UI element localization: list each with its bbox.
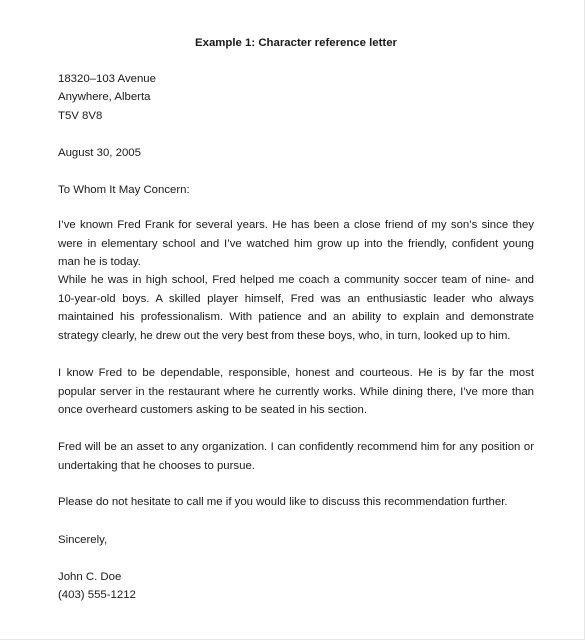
- paragraph-5: Please do not hesitate to call me if you would like to discuss this recommendation further.: [58, 496, 508, 508]
- address-city: Anywhere, Alberta: [58, 91, 151, 103]
- document-title: Example 1: Character reference letter: [195, 37, 397, 49]
- paragraph-2: While he was in high school, Fred helped me coach a community soccer team of nine- and 10-year-old boys. A skilled player himself, Fred was an enthusiastic leader who always maintained his professionalism. With patience and an ability to explain and demonstrate strategy clearly, he drew out the very best from these boys, who, in turn, looked up to him.: [58, 274, 534, 342]
- address-street: 18320–103 Avenue: [58, 73, 156, 85]
- signer-phone: (403) 555-1212: [58, 589, 136, 601]
- address-postal: T5V 8V8: [58, 110, 103, 122]
- paragraph-3: I know Fred to be dependable, responsible, honest and courteous. He is by far the most popular server in the restaurant where he currently works. While dining there, I’ve more than once overheard customers asking to be seated in his section.: [58, 367, 534, 416]
- paragraph-1: I’ve known Fred Frank for several years. He has been a close friend of my son’s since they were in elementary school and I’ve watched him grow up into the friendly, confident young man he is today.: [58, 219, 534, 268]
- salutation: To Whom It May Concern:: [58, 184, 190, 196]
- paragraph-4: Fred will be an asset to any organization. I can confidently recommend him for any position or undertaking that he chooses to pursue.: [58, 441, 534, 472]
- closing: Sincerely,: [58, 534, 108, 546]
- letter-date: August 30, 2005: [58, 147, 141, 159]
- signer-name: John C. Doe: [58, 571, 122, 583]
